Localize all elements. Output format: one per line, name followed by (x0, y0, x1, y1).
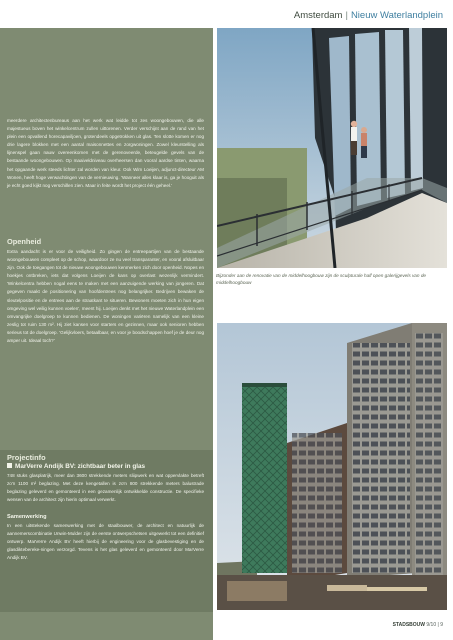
section-heading-projectinfo: Projectinfo (7, 453, 46, 462)
page-header (0, 0, 453, 28)
projectinfo-subheading-text: MarVerre Andijk BV: zichtbaar beter in glas (15, 463, 146, 470)
header-city: Amsterdam (293, 10, 343, 21)
renovation-photo-image (217, 323, 447, 610)
photo-caption: Bijzonder aan de renovatie van de middelhoogbouw zijn de sculpturale half open galerijgevels van de middelhoogbouw (216, 273, 427, 285)
samenwerking-paragraph: In een uitstekende samenwerking met de staalbouwer, de architect en natuurlijk de aannemerscombinatie Unwin-Mulder zijn de eerste ontwerpschetsen uitgewerkt tot een definitief ontwerp. MarVerre Andijk BV heeft hierbij de engineering voor de glasbevestiging en de glasdiktebereke-ningen verzorgd. Tevens is het glas geleverd en gemonteerd door MarVerre Andijk BV. (7, 523, 204, 561)
footer-issue: 9/10 (426, 622, 437, 628)
projectinfo-subheading (7, 463, 145, 470)
renovation-photo (217, 323, 447, 610)
section-heading-openheid: Openheid (7, 237, 42, 246)
projectinfo-paragraph: 748 stuks glasplatrijk, meer dan 3600 strekkende meters sliipwerk en wat oppervlakte betreft zo'n 1100 m² beglazing. Met deze kengetallen is zo'n 800 strekkende meters balustrade beglazing geleverd en gemonteerd in een gezamenlijk ontwikkelde constructie. De specifieke wensen van de architect zijn hierin optimaal verwerkt. (7, 473, 204, 503)
gallery-photo (217, 28, 447, 268)
page-footer (393, 622, 443, 628)
header-title (294, 10, 443, 21)
header-separator: | (345, 10, 348, 21)
header-subtitle: Nieuw Waterlandplein (350, 10, 443, 21)
openheid-paragraph: Extra aandacht is er voor de veiligheid. Zo gingen de entreepartijen van de bestaande woongebouwen compleet op de schop, waardoor ze nu veel transparanter, en vooral afsluitbaar zijn. Ook de toegangen tot de nieuwe woongebouwen kenmerken zich door openheid. Nopes en hoekjes ontbreken, iets dat volgens Loeijen de kans op overlast wezenlijk vermindert. 'Winkelcentra hebben nogal eens te maken met een aanzuigende werking van jongeren. Dat gegeven maakt de positionering van hoofdentrees nog belangrijker. Bedrijven bewaken de sleutelpositie en de entrees aan de straatkant te situeren. Bewoners moeten zich in hun eigen omgeving wel veilig kunnen voelen', meent hij. Loeijen denkt met het nieuwe Waterlandplein een omvangrijke doelgroep te kunnen bedienen. De woningen variëren namelijk van een kleine zeslig tot ruim 130 m². Hij ziet kansen voor starters en gezinnen, maar ook senioren hebben serieus tot de doelgroep. 'Gelijkvloers, betaalbaar, en voor je boodschappen hoef je de deur nog amper uit. Ideaal toch?' (7, 249, 204, 344)
intro-paragraph: meerdere architectenbureaus aan het werk wat leidde tot zes woongebouwen, die alle majestueus boven het winkelcentrum zullen uittorenen. Verder verschijnt aan de rand van het plein een opvallend horecapaviljoen, grotendeels opgetrokken uit glas. Ten slotte komen er nog drie lagere blokken met een aantal maisonnettes en zorgwoningen. Zowel kleurstelling als lijnenspel gaan nauw overeenkomen met de gerenoveerde, beteugelde gevels van de bestaande woongebouwen. Op maaiveldniveau overheersen dan vooral aardse tinten, waarna het opgaande werk steeds lichter zal worden van kleur. Ook Wim Loeijen, adjunct-directeur AM Wonen, heeft hoge verwachtingen van de vernieuwing. 'Wanneer alles klaar is, ga je hooguit als je echt goed kijkt nog verschillen zien. Maar in feite wordt het project één geheel.' (7, 118, 204, 188)
section-heading-samenwerking: Samenwerking (7, 514, 47, 520)
footer-separator: | (437, 622, 441, 628)
bullet-square-icon (7, 463, 12, 468)
footer-page-number: 9 (440, 622, 443, 628)
footer-brand: STADSBOUW (392, 622, 425, 628)
gallery-photo-image (217, 28, 447, 268)
